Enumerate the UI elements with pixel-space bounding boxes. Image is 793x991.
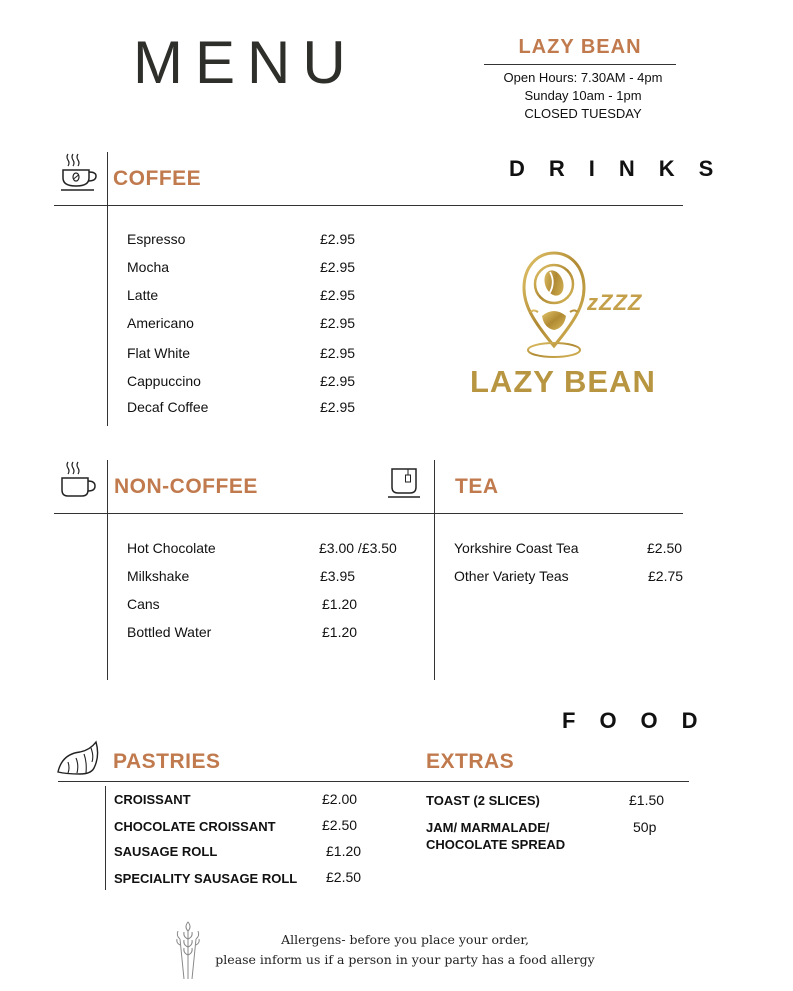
menu-item-price: £2.95: [320, 345, 356, 361]
menu-item-name: Yorkshire Coast Tea: [454, 540, 579, 556]
menu-title: MENU: [133, 29, 358, 96]
menu-item-price: £1.20: [322, 624, 358, 640]
menu-item-name: Bottled Water: [127, 624, 212, 640]
coffee-cup-icon: [60, 152, 100, 199]
non-coffee-divider: [54, 513, 683, 514]
non-coffee-vertical-divider: [107, 460, 108, 680]
non-coffee-heading: NON-COFFEE: [114, 475, 258, 498]
menu-item-price: £2.50: [647, 540, 683, 556]
hours-line: Sunday 10am - 1pm: [524, 88, 642, 103]
menu-item-price: £2.50: [322, 817, 358, 833]
coffee-divider: [54, 205, 683, 206]
menu-item-name: SPECIALITY SAUSAGE ROLL: [114, 871, 298, 886]
hot-drink-mug-icon: [58, 460, 98, 505]
menu-item-name: Americano: [127, 315, 194, 331]
menu-item-name: Other Variety Teas: [454, 568, 569, 584]
pastries-vertical-divider: [105, 786, 106, 890]
menu-item-price: 50p: [633, 819, 657, 835]
drinks-heading: DRINKS: [509, 156, 738, 181]
croissant-icon: [56, 740, 100, 783]
tea-vertical-divider: [434, 460, 435, 680]
food-heading: FOOD: [562, 708, 722, 733]
allergen-line: please inform us if a person in your party has a food allergy: [215, 952, 595, 967]
menu-item-name: SAUSAGE ROLL: [114, 844, 218, 859]
menu-item-name: TOAST (2 SLICES): [426, 793, 540, 808]
menu-item-name-continued: CHOCOLATE SPREAD: [426, 837, 566, 852]
logo-text: LAZY BEAN: [470, 364, 656, 399]
brand-divider: [484, 64, 676, 65]
menu-item-name: JAM/ MARMALADE/: [426, 820, 550, 835]
menu-item-name: CHOCOLATE CROISSANT: [114, 819, 276, 834]
tea-cup-icon: [388, 465, 422, 504]
tea-heading: TEA: [455, 475, 499, 498]
menu-item-price: £2.00: [322, 791, 358, 807]
wheat-icon: [174, 921, 202, 984]
menu-item-price: £2.95: [320, 259, 356, 275]
menu-item-name: Espresso: [127, 231, 186, 247]
menu-item-name: CROISSANT: [114, 792, 191, 807]
coffee-vertical-divider: [107, 152, 108, 426]
logo-zzz: zZZZ: [587, 290, 643, 315]
menu-item-name: Milkshake: [127, 568, 190, 584]
menu-item-price: £2.50: [326, 869, 362, 885]
pastries-heading: PASTRIES: [113, 750, 221, 773]
menu-item-price: £3.00 /£3.50: [319, 540, 397, 556]
menu-item-name: Latte: [127, 287, 159, 303]
allergen-notice: [200, 930, 610, 970]
menu-item-price: £2.95: [320, 231, 356, 247]
menu-item-price: £2.75: [648, 568, 684, 584]
menu-item-name: Cappuccino: [127, 373, 201, 389]
menu-item-name: Cans: [127, 596, 160, 612]
menu-item-price: £1.50: [629, 792, 665, 808]
coffee-heading: COFFEE: [113, 167, 202, 190]
menu-item-price: £1.20: [322, 596, 358, 612]
food-divider: [58, 781, 689, 782]
menu-item-name: Mocha: [127, 259, 170, 275]
extras-heading: EXTRAS: [426, 750, 515, 773]
menu-item-name: Hot Chocolate: [127, 540, 216, 556]
menu-item-name: Decaf Coffee: [127, 399, 209, 415]
hours-line: CLOSED TUESDAY: [524, 106, 642, 121]
hours-line: Open Hours: 7.30AM - 4pm: [503, 70, 663, 85]
menu-item-price: £3.95: [320, 568, 356, 584]
menu-item-price: £2.95: [320, 399, 356, 415]
menu-item-price: £1.20: [326, 843, 362, 859]
allergen-line: Allergens- before you place your order,: [281, 932, 529, 947]
menu-item-price: £2.95: [320, 315, 356, 331]
menu-item-price: £2.95: [320, 373, 356, 389]
menu-item-name: Flat White: [127, 345, 191, 361]
brand-name: LAZY BEAN: [518, 36, 642, 58]
opening-hours: [470, 69, 696, 123]
menu-item-price: £2.95: [320, 287, 356, 303]
